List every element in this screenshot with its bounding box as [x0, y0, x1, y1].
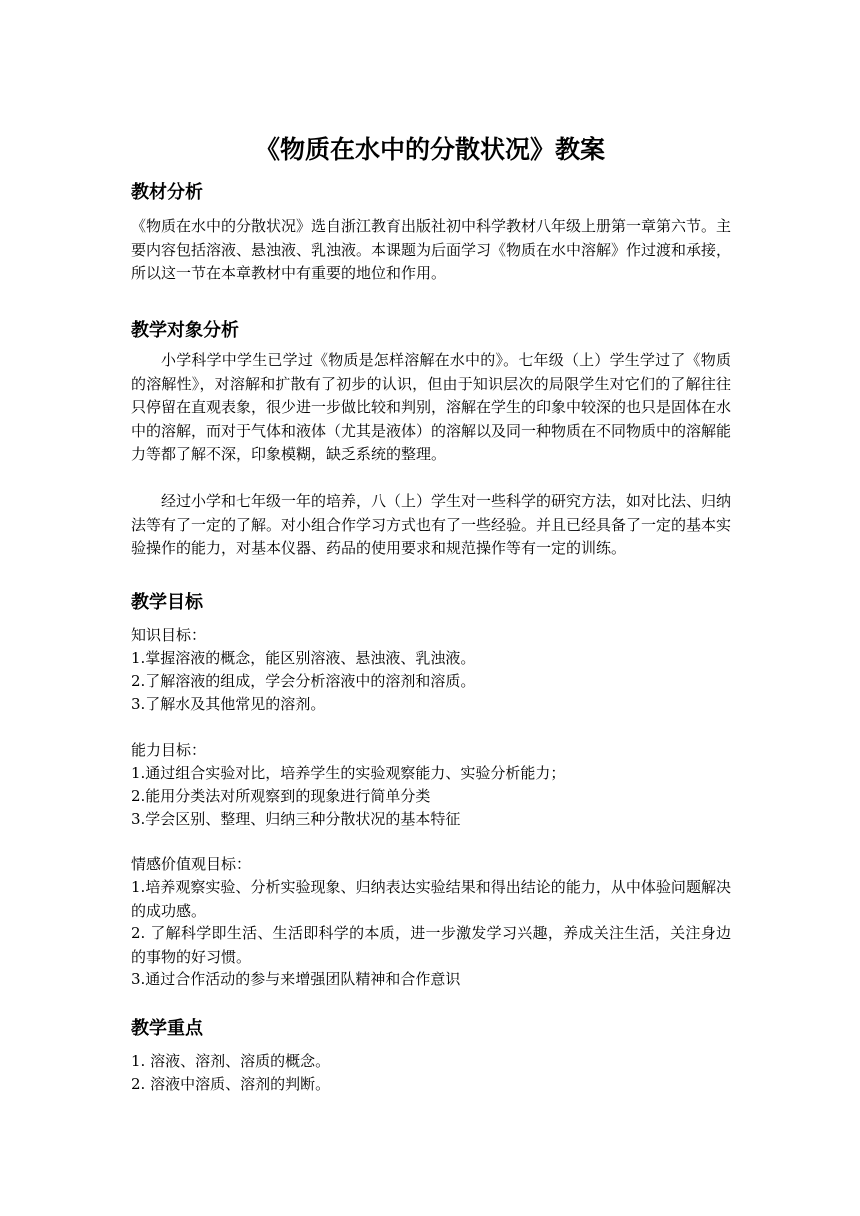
knowledge-goals-label: 知识目标： [131, 626, 207, 644]
knowledge-goal-item: 1.掌握溶液的概念，能区别溶液、悬浊液、乳浊液。 [131, 649, 476, 667]
section-heading-material: 教材分析 [131, 182, 203, 203]
emotion-goal-item: 2. 了解科学即生活、生活即科学的本质，进一步激发学习兴趣，养成关注生活，关注身边的事物的好习惯。 [131, 924, 731, 966]
ability-goal-item: 1.通过组合实验对比，培养学生的实验观察能力、实验分析能力； [131, 764, 566, 782]
document-title: 《物质在水中的分散状况》教案 [254, 135, 605, 164]
ability-goal-item: 3.学会区别、整理、归纳三种分散状况的基本特征 [131, 810, 461, 828]
material-paragraph: 《物质在水中的分散状况》选自浙江教育出版社初中科学教材八年级上册第一章第六节。主要内容包括溶液、悬浊液、乳浊液。本课题为后面学习《物质在水中溶解》作过渡和承接，所以这一节在本章教材中有重要的地位和作用。 [131, 217, 732, 282]
keypoint-item: 1. 溶液、溶剂、溶质的概念。 [131, 1052, 331, 1070]
ability-goal-item: 2.能用分类法对所观察到的现象进行简单分类 [131, 787, 431, 805]
students-paragraph-2: 经过小学和七年级一年的培养，八（上）学生对一些科学的研究方法，如对比法、归纳法等有了一定的了解。对小组合作学习方式也有了一些经验。并且已经具备了一定的基本实验操作的能力，对基本仪器、药品的使用要求和规范操作等有一定的训练。 [131, 492, 732, 557]
section-heading-goals: 教学目标 [131, 592, 203, 613]
section-heading-keypoints: 教学重点 [131, 1018, 203, 1039]
section-heading-students: 教学对象分析 [131, 320, 239, 341]
ability-goals-label: 能力目标： [131, 741, 207, 759]
emotion-goal-item: 3.通过合作活动的参与来增强团队精神和合作意识 [131, 970, 461, 988]
students-paragraph-1: 小学科学中学生已学过《物质是怎样溶解在水中的》。七年级（上）学生学过了《物质的溶解性》，对溶解和扩散有了初步的认识，但由于知识层次的局限学生对它们的了解往往只停留在直观表象，很少进一步做比较和判别，溶解在学生的印象中较深的也只是固体在水中的溶解，而对于气体和液体（尤其是液体）的溶解以及同一种物质在不同物质中的溶解能力等都了解不深，印象模糊，缺乏系统的整理。 [131, 351, 732, 463]
knowledge-goal-item: 3.了解水及其他常见的溶剂。 [131, 695, 326, 713]
emotion-goal-item: 1.培养观察实验、分析实验现象、归纳表达实验结果和得出结论的能力，从中体验问题解决的成功感。 [131, 878, 731, 920]
emotion-goals-label: 情感价值观目标： [131, 855, 252, 873]
keypoint-item: 2. 溶液中溶质、溶剂的判断。 [131, 1075, 331, 1093]
knowledge-goal-item: 2.了解溶液的组成，学会分析溶液中的溶剂和溶质。 [131, 672, 476, 690]
